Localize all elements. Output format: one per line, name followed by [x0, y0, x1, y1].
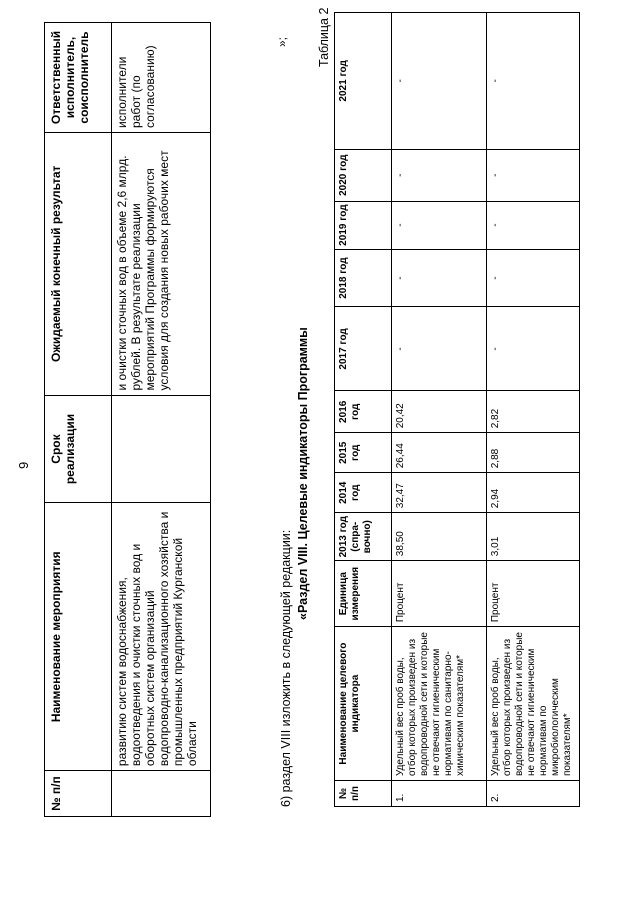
cell-year-value: - — [487, 249, 580, 307]
cell-num: 1. — [392, 781, 487, 807]
header-num: № п/п — [335, 781, 392, 807]
cell-term — [112, 395, 211, 503]
cell-executor: исполнители работ (по согласованию) — [112, 23, 211, 133]
header-year: 2020 год — [335, 149, 392, 201]
header-measure-name: Наименование мероприятия — [45, 503, 112, 771]
section-heading: «Раздел VIII. Целевые индикаторы Программы — [296, 327, 310, 620]
cell-year-value: 32,47 — [392, 473, 487, 513]
header-unit: Единица измерения — [335, 561, 392, 627]
cell-year-value: 2,82 — [487, 391, 580, 433]
cell-base-value: 38,50 — [392, 513, 487, 561]
header-year: 2019 год — [335, 201, 392, 249]
header-num: № п/п — [45, 771, 112, 817]
cell-year-value: - — [392, 149, 487, 201]
cell-year-value: - — [487, 201, 580, 249]
cell-measure-name: развитию систем водоснабжения, водоотведения и очистки сточных вод и оборотных систем организаций водопроводно-канализационного хозяйства и промышленных предприятий Курганской области — [112, 503, 211, 771]
intro-text: 6) раздел VIII изложить в следующей редакции: — [279, 529, 293, 807]
header-term: Срок реализации — [45, 395, 112, 503]
cell-year-value: - — [487, 149, 580, 201]
header-base-year: 2013 год (спра-вочно) — [335, 513, 392, 561]
header-year: 2018 год — [335, 249, 392, 307]
header-executor: Ответственный исполнитель, соисполнитель — [45, 23, 112, 133]
table-row — [487, 13, 580, 807]
cell-year-value: 2,88 — [487, 433, 580, 473]
cell-year-value: - — [392, 201, 487, 249]
cell-year-value: 2,94 — [487, 473, 580, 513]
cell-indicator-name: Удельный вес проб воды, отбор которых произведен из водопроводной сети и которые не отвечают гигиеническим нормативам по микробиологическим показателям* — [487, 627, 580, 781]
cell-unit: Процент — [392, 561, 487, 627]
indicators-table-header — [335, 13, 392, 807]
header-year: 2016 год — [335, 391, 392, 433]
header-year: 2015 год — [335, 433, 392, 473]
closing-quote: »; — [275, 36, 289, 47]
table-caption: Таблица 2 — [317, 7, 331, 67]
header-year: 2014 год — [335, 473, 392, 513]
cell-indicator-name: Удельный вес проб воды, отбор которых произведен из водопроводной сети и которые не отвечают гигиеническим нормативам по санитарно-химическим показателям* — [392, 627, 487, 781]
cell-num — [112, 771, 211, 817]
cell-base-value: 3,01 — [487, 513, 580, 561]
header-year: 2021 год — [335, 13, 392, 150]
cell-year-value: - — [487, 307, 580, 391]
page-number: 9 — [16, 461, 31, 469]
cell-year-value: 26,44 — [392, 433, 487, 473]
cell-result: и очистки сточных вод в объеме 2,6 млрд. рублей. В результате реализации мероприятий Программы формируются условия для создания новых рабочих мест — [112, 133, 211, 396]
cell-year-value: - — [392, 307, 487, 391]
measures-table-header — [45, 23, 112, 817]
measures-table — [44, 22, 211, 817]
cell-year-value: - — [487, 13, 580, 150]
cell-num: 2. — [487, 781, 580, 807]
cell-year-value: 20,42 — [392, 391, 487, 433]
cell-year-value: - — [392, 249, 487, 307]
table-row — [112, 23, 211, 817]
indicators-table — [334, 12, 580, 807]
header-result: Ожидаемый конечный результат — [45, 133, 112, 396]
cell-year-value: - — [392, 13, 487, 150]
header-indicator-name: Наименование целевого индикатора — [335, 627, 392, 781]
table-row — [392, 13, 487, 807]
cell-unit: Процент — [487, 561, 580, 627]
header-year: 2017 год — [335, 307, 392, 391]
